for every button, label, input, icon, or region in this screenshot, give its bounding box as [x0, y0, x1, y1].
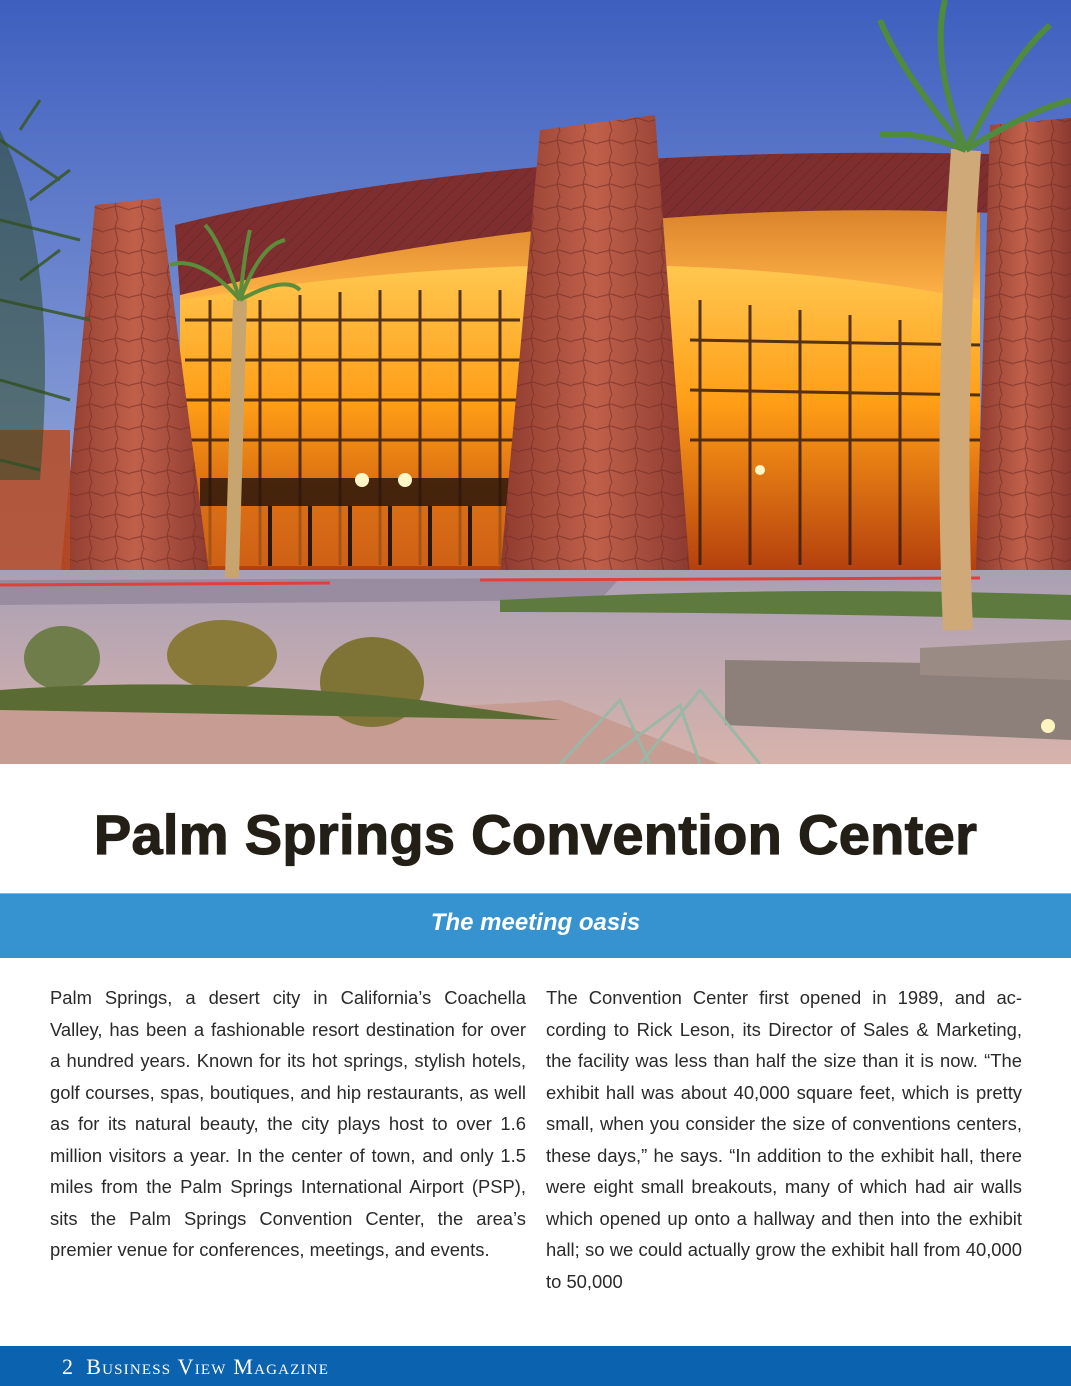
subtitle-band — [0, 893, 1071, 958]
footer-text — [62, 1354, 329, 1380]
magazine-name: Business View Magazine — [86, 1354, 330, 1379]
body-column-left: Palm Springs, a desert city in California’s Coachella Valley, has been a fashionable resort destination for over a hundred years. Known for its hot springs, stylish hotels, golf courses, spas, boutiques, and hip restaurants, as well as for its natural beauty, the city plays host to over 1.6 million visitors a year. In the center of town, and only 1.5 miles from the Palm Springs International Airport (PSP), sits the Palm Springs Convention Center, the area’s premier venue for conferences, meetings, and events. — [50, 987, 526, 1260]
body-column-right: The Convention Center first opened in 1989, and according to Rick Leson, its Director of Sales & Marketing, the facility was less than half the size than it is now. “The exhibit hall was about 40,000 square feet, which is pretty small, when you consider the size of conventions centers, these days,” he says. “In addition to the exhibit hall, there were eight small breakouts, many of which had air walls which opened up onto a hallway and then into the exhibit hall; so we could actually grow the exhibit hall from 40,000 to 50,000 — [546, 987, 1022, 1292]
page-number: 2 — [62, 1354, 75, 1379]
article-subtitle: The meeting oasis — [430, 909, 641, 936]
page-footer — [0, 1346, 1071, 1386]
article-title: Palm Springs Convention Center — [93, 803, 978, 866]
